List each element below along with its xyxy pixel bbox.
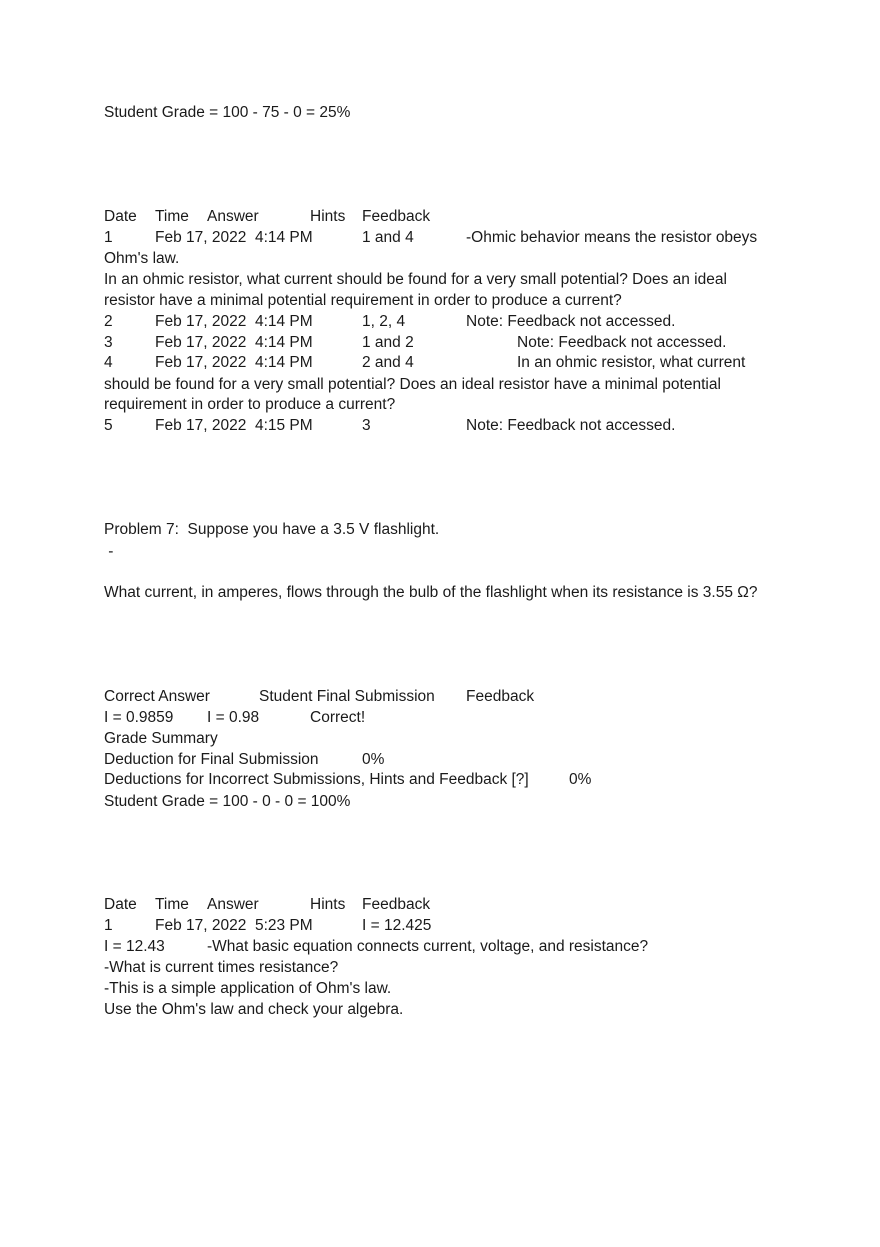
row1-num: 1 <box>104 917 113 934</box>
problem-7-question: What current, in amperes, flows through the bulb of the flashlight when its resistance is 3.55 Ω? <box>104 584 758 601</box>
row3-datetime: Feb 17, 2022 4:14 PM <box>155 334 313 351</box>
answer-feedback: Correct! <box>310 709 366 726</box>
row4-feedback: In an ohmic resistor, what current <box>517 354 746 371</box>
problem-7-dash: - <box>104 543 114 560</box>
row1-datetime: Feb 17, 2022 5:23 PM <box>155 917 313 934</box>
row4-datetime: Feb 17, 2022 4:14 PM <box>155 354 313 371</box>
deduction-incorrect-value: 0% <box>569 771 592 788</box>
row5-datetime: Feb 17, 2022 4:15 PM <box>155 417 313 434</box>
deduction-final-value: 0% <box>362 751 385 768</box>
row2-feedback: Note: Feedback not accessed. <box>466 313 676 330</box>
header-feedback: Feedback <box>362 208 431 225</box>
row4-feedback-cont: should be found for a very small potential? Does an ideal resistor have a minimal potential <box>104 376 721 393</box>
row1-num: 1 <box>104 229 113 246</box>
row5-num: 5 <box>104 417 113 434</box>
row4-num: 4 <box>104 354 113 371</box>
row1-answer-cont: I = 12.43 <box>104 938 165 955</box>
correct-answer: I = 0.9859 <box>104 709 174 726</box>
row1-feedback-cont: In an ohmic resistor, what current should be found for a very small potential? Does an ideal <box>104 271 727 288</box>
row5-feedback: Note: Feedback not accessed. <box>466 417 676 434</box>
summary-header-correct: Correct Answer <box>104 688 210 705</box>
row4-feedback-cont: requirement in order to produce a current? <box>104 396 396 413</box>
header-hints: Hints <box>310 208 346 225</box>
row3-num: 3 <box>104 334 113 351</box>
header-answer: Answer <box>207 208 259 225</box>
summary-header-feedback: Feedback <box>466 688 535 705</box>
student-answer: I = 0.98 <box>207 709 260 726</box>
grade-summary-heading: Grade Summary <box>104 730 218 747</box>
header-answer: Answer <box>207 896 259 913</box>
row1-answer: I = 12.425 <box>362 917 432 934</box>
row1-answer: 1 and 4 <box>362 229 414 246</box>
header-date: Date <box>104 208 137 225</box>
header-date: Date <box>104 896 137 913</box>
summary-header-student: Student Final Submission <box>259 688 435 705</box>
row2-num: 2 <box>104 313 113 330</box>
row5-answer: 3 <box>362 417 371 434</box>
header-hints: Hints <box>310 896 346 913</box>
header-time: Time <box>155 208 189 225</box>
previous-student-grade: Student Grade = 100 - 75 - 0 = 25% <box>104 104 351 121</box>
deduction-incorrect-label: Deductions for Incorrect Submissions, Hints and Feedback [?] <box>104 771 529 788</box>
row1-datetime: Feb 17, 2022 4:14 PM <box>155 229 313 246</box>
row1-feedback-cont: -This is a simple application of Ohm's law. <box>104 980 392 997</box>
row1-feedback: -What basic equation connects current, voltage, and resistance? <box>207 938 649 955</box>
row2-answer: 1, 2, 4 <box>362 313 406 330</box>
problem-7-title: Problem 7: Suppose you have a 3.5 V flashlight. <box>104 521 440 538</box>
student-grade: Student Grade = 100 - 0 - 0 = 100% <box>104 793 351 810</box>
header-feedback: Feedback <box>362 896 431 913</box>
row1-feedback: -Ohmic behavior means the resistor obeys <box>466 229 758 246</box>
row1-feedback-cont: Use the Ohm's law and check your algebra. <box>104 1001 404 1018</box>
row2-datetime: Feb 17, 2022 4:14 PM <box>155 313 313 330</box>
row1-feedback-cont: -What is current times resistance? <box>104 959 339 976</box>
deduction-final-label: Deduction for Final Submission <box>104 751 319 768</box>
header-time: Time <box>155 896 189 913</box>
row3-feedback: Note: Feedback not accessed. <box>517 334 727 351</box>
row4-answer: 2 and 4 <box>362 354 414 371</box>
row3-answer: 1 and 2 <box>362 334 414 351</box>
row1-feedback-cont: resistor have a minimal potential requirement in order to produce a current? <box>104 292 622 309</box>
row1-feedback-cont: Ohm's law. <box>104 250 180 267</box>
